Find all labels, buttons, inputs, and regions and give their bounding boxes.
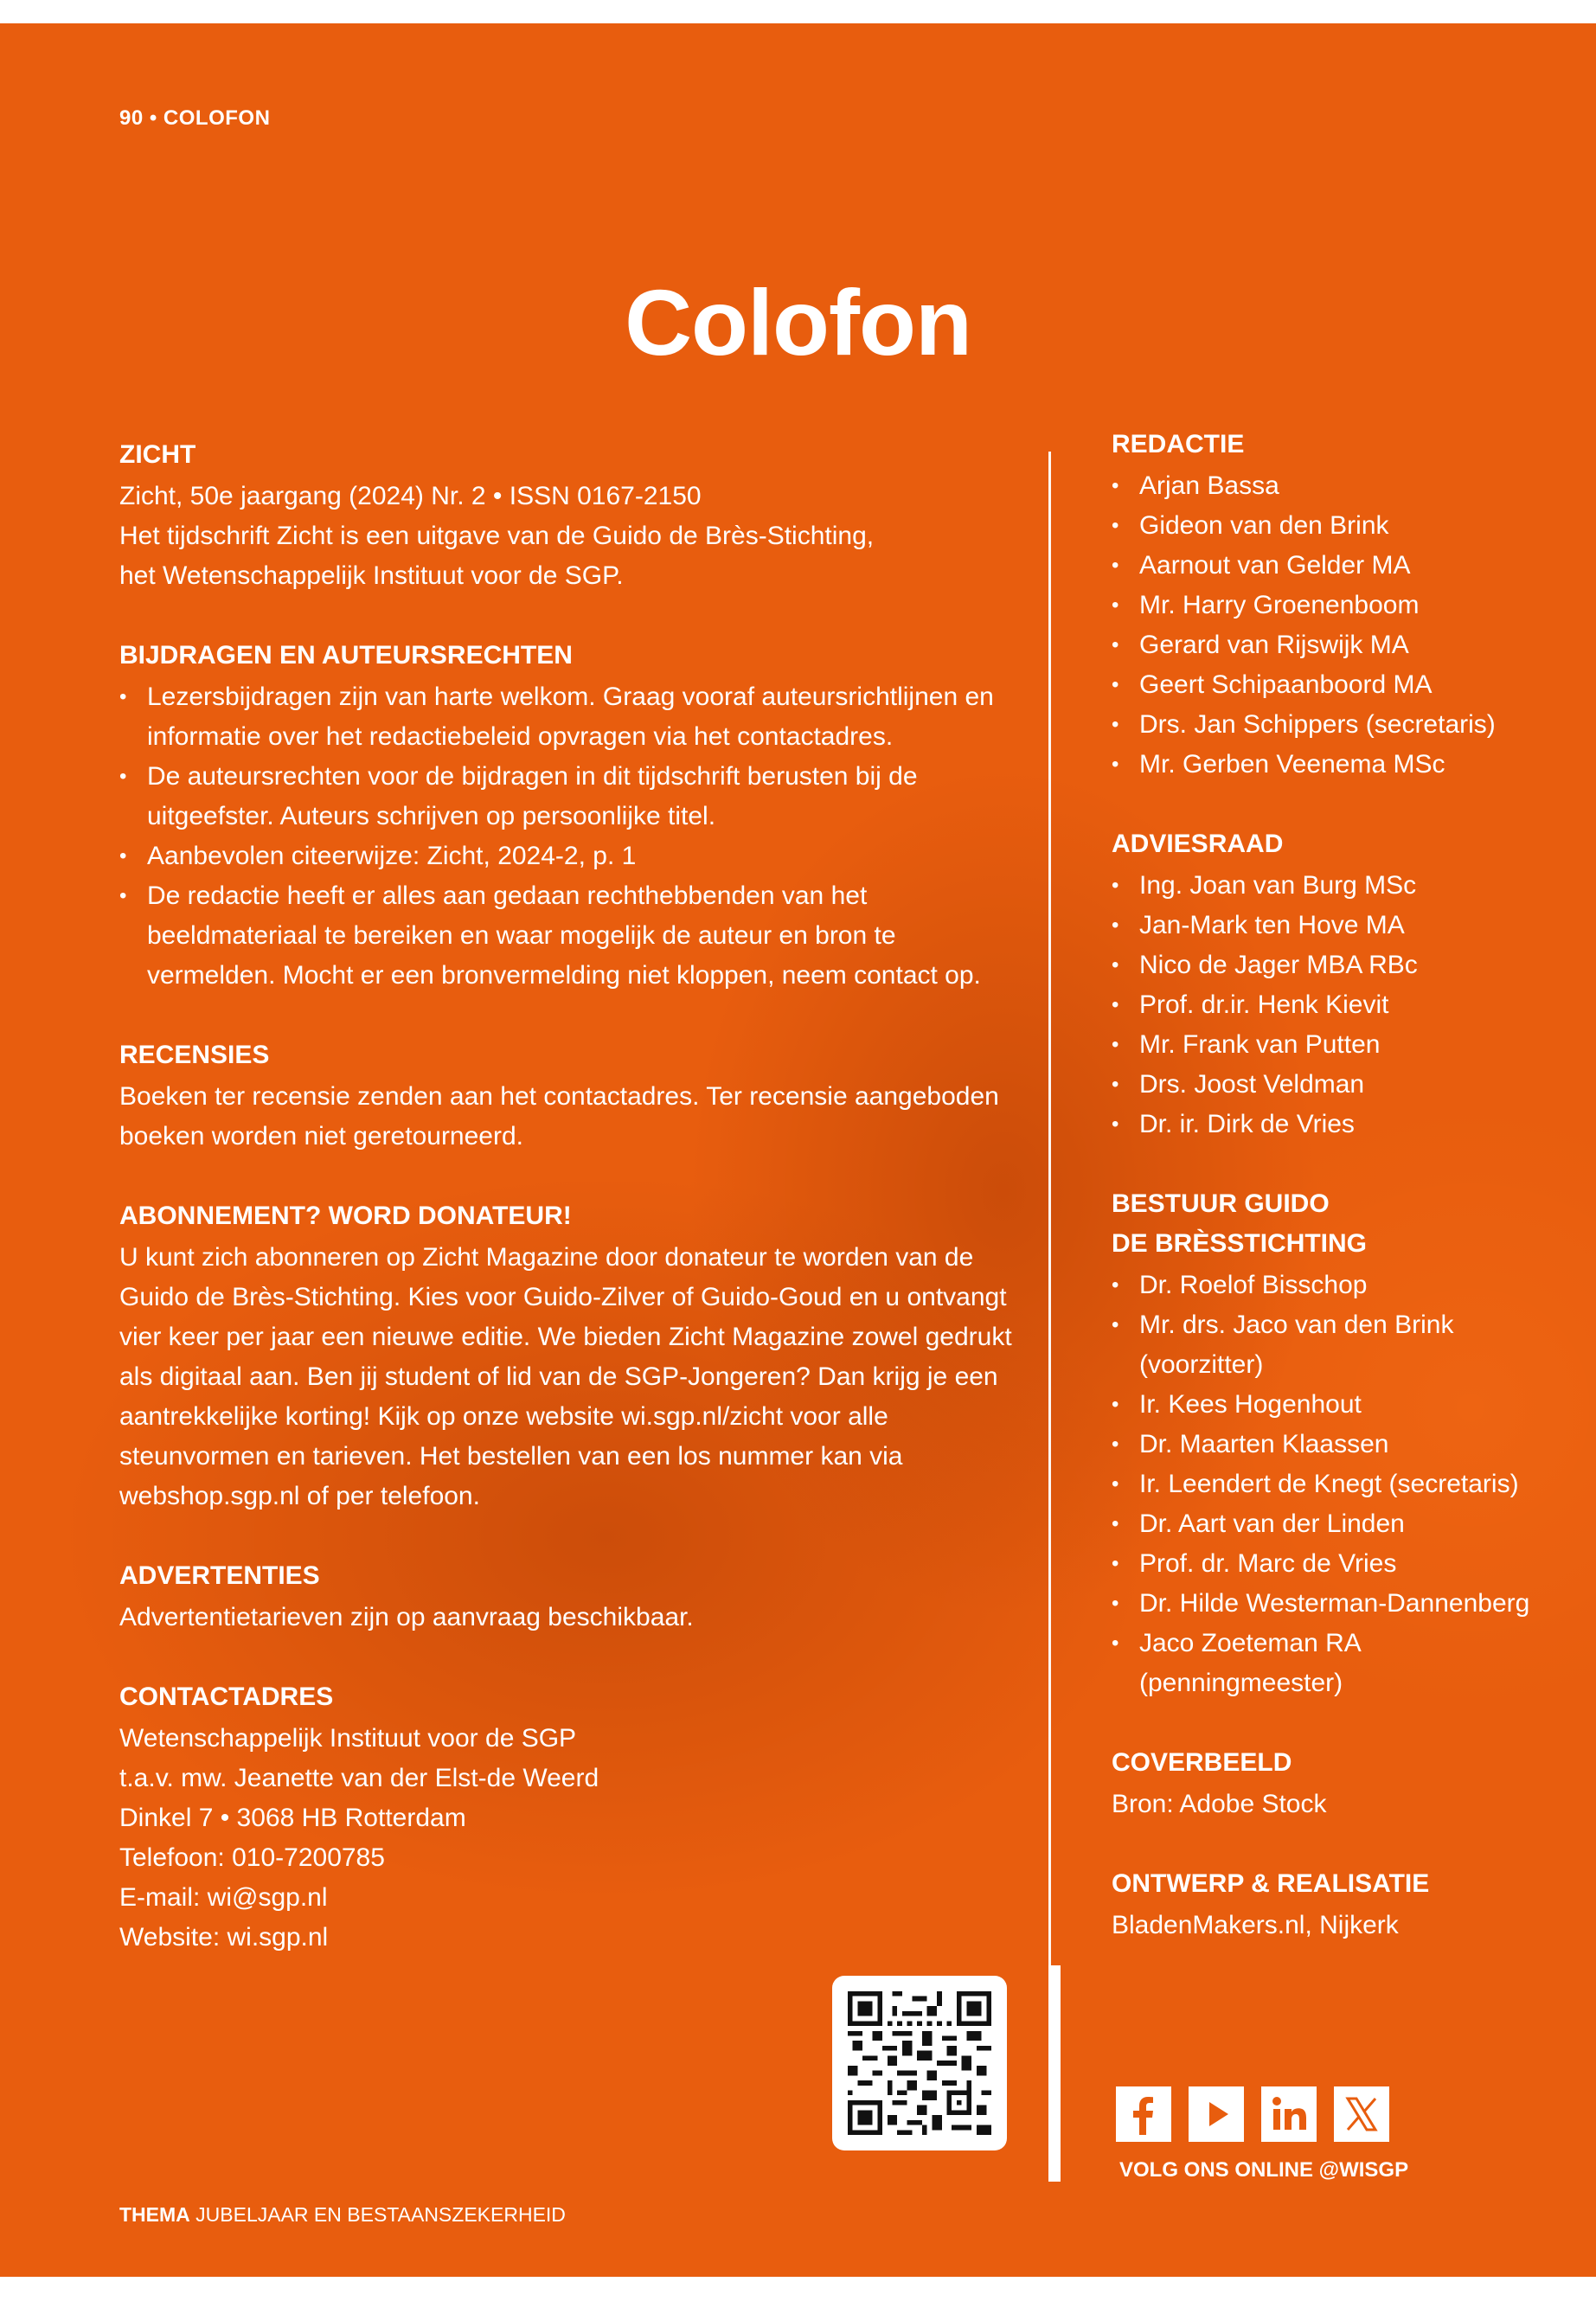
column-divider-accent: [1048, 1965, 1061, 2182]
qr-code[interactable]: [832, 1976, 1007, 2150]
footer-theme-label: THEMA: [119, 2203, 190, 2226]
ontwerp-text: BladenMakers.nl, Nijkerk: [1112, 1911, 1399, 1939]
contact-website[interactable]: Website: wi.sgp.nl: [119, 1923, 329, 1952]
advertenties-text: Advertentietarieven zijn op aanvraag beschikbaar.: [119, 1603, 694, 1631]
contact-phone: Telefoon: 010-7200785: [119, 1843, 385, 1872]
list-item: • Aarnout van Gelder MA: [1112, 546, 1561, 586]
list-item: • Mr. Frank van Putten: [1112, 1025, 1561, 1065]
list-item: • Dr. Hilde Westerman-Dannenberg: [1112, 1584, 1561, 1624]
bijdragen-list: [119, 677, 1019, 996]
section-contact: [119, 1677, 1019, 1958]
zicht-line: het Wetenschappelijk Instituut voor de SGP.: [119, 561, 624, 590]
abonnement-text: U kunt zich abonneren op Zicht Magazine door donateur te worden van de Guido de Brès-Stichting. Kies voor Guido-Zilver of Guido-Goud en u ontvangt vier keer per jaar een nieuwe editie. We bieden Zicht Magazine zowel gedrukt als digitaal aan. Ben jij student of lid van de SGP-Jongeren? Dan krijg je een aantrekkelijke korting! Kijk op onze website wi.sgp.nl/zicht voor alle steunvormen en tarieven. Het bestellen van een los nummer kan via webshop.sgp.nl of per telefoon.: [119, 1243, 1012, 1510]
section-adviesraad: [1112, 824, 1561, 1144]
section-heading: ABONNEMENT? WORD DONATEUR!: [119, 1202, 572, 1230]
section-heading: RECENSIES: [119, 1041, 270, 1069]
zicht-line: Zicht, 50e jaargang (2024) Nr. 2 • ISSN 0167-2150: [119, 482, 702, 510]
section-heading: ZICHT: [119, 440, 196, 469]
list-item: • Jaco Zoeteman RA (penningmeester): [1112, 1624, 1561, 1703]
section-redactie: [1112, 425, 1561, 785]
x-icon-glyph: [1341, 2093, 1382, 2135]
list-item: • Jan-Mark ten Hove MA: [1112, 906, 1561, 945]
list-item: • Ing. Joan van Burg MSc: [1112, 866, 1561, 906]
list-item: • Dr. Aart van der Linden: [1112, 1504, 1561, 1544]
qr-code-icon: [848, 1991, 991, 2135]
x-icon[interactable]: [1334, 2086, 1389, 2142]
social-links: [1116, 2086, 1389, 2142]
section-recensies: [119, 1035, 1019, 1157]
list-item: • Prof. dr.ir. Henk Kievit: [1112, 985, 1561, 1025]
list-item: • Aanbevolen citeerwijze: Zicht, 2024-2, p. 1: [119, 836, 1019, 876]
zicht-line: Het tijdschrift Zicht is een uitgave van de Guido de Brès-Stichting,: [119, 522, 875, 550]
contact-line: t.a.v. mw. Jeanette van der Elst-de Weerd: [119, 1764, 599, 1792]
running-head: 90 • COLOFON: [119, 106, 271, 130]
list-item: • Drs. Jan Schippers (secretaris): [1112, 705, 1561, 745]
section-bijdragen: [119, 636, 1019, 996]
section-heading: CONTACTADRES: [119, 1682, 334, 1711]
list-item: • Drs. Joost Veldman: [1112, 1065, 1561, 1105]
page-title: Colofon: [625, 270, 971, 375]
section-heading: ADVIESRAAD: [1112, 830, 1284, 858]
list-item: • Dr. Maarten Klaassen: [1112, 1425, 1561, 1465]
list-item: • Mr. Gerben Veenema MSc: [1112, 745, 1561, 785]
list-item: • Ir. Kees Hogenhout: [1112, 1385, 1561, 1425]
section-heading: ADVERTENTIES: [119, 1561, 320, 1590]
contact-line: Dinkel 7 • 3068 HB Rotterdam: [119, 1804, 466, 1832]
page: [0, 23, 1596, 2277]
youtube-icon[interactable]: [1189, 2086, 1244, 2142]
list-item: • Prof. dr. Marc de Vries: [1112, 1544, 1561, 1584]
bestuur-list: [1112, 1266, 1561, 1703]
list-item: • Lezersbijdragen zijn van harte welkom. Graag vooraf auteursrichtlijnen en informatie over het redactiebeleid opvragen via het contactadres.: [119, 677, 1019, 757]
left-column: [119, 435, 1019, 1997]
section-heading: COVERBEELD: [1112, 1748, 1292, 1777]
heading-line: DE BRÈSSTICHTING: [1112, 1229, 1368, 1258]
contact-email[interactable]: E-mail: wi@sgp.nl: [119, 1883, 328, 1912]
section-heading: [1112, 1224, 1561, 1264]
list-item: • Gerard van Rijswijk MA: [1112, 625, 1561, 665]
section-bestuur: [1112, 1184, 1561, 1703]
list-item: • Arjan Bassa: [1112, 466, 1561, 506]
column-divider: [1048, 452, 1051, 1965]
section-heading: BIJDRAGEN EN AUTEURSRECHTEN: [119, 641, 573, 670]
linkedin-icon[interactable]: [1261, 2086, 1317, 2142]
section-heading: REDACTIE: [1112, 430, 1245, 458]
section-coverbeeld: [1112, 1743, 1561, 1824]
adviesraad-list: [1112, 866, 1561, 1144]
contact-line: Wetenschappelijk Instituut voor de SGP: [119, 1724, 577, 1753]
recensies-text: Boeken ter recensie zenden aan het contactadres. Ter recensie aangeboden boeken worden niet geretourneerd.: [119, 1082, 999, 1150]
list-item: • Dr. Roelof Bisschop: [1112, 1266, 1561, 1305]
list-item: • Gideon van den Brink: [1112, 506, 1561, 546]
section-abonnement: [119, 1196, 1019, 1516]
footer-theme-text: JUBELJAAR EN BESTAANSZEKERHEID: [189, 2203, 566, 2226]
facebook-icon[interactable]: [1116, 2086, 1171, 2142]
follow-label: VOLG ONS ONLINE @WISGP: [1119, 2158, 1409, 2182]
list-item: • De auteursrechten voor de bijdragen in dit tijdschrift berusten bij de uitgeefster. Auteurs schrijven op persoonlijke titel.: [119, 757, 1019, 836]
list-item: • Mr. drs. Jaco van den Brink (voorzitter): [1112, 1305, 1561, 1385]
section-heading: [1112, 1184, 1561, 1224]
list-item: • Ir. Leendert de Knegt (secretaris): [1112, 1465, 1561, 1504]
list-item: • Mr. Harry Groenenboom: [1112, 586, 1561, 625]
linkedin-icon-glyph: [1268, 2093, 1310, 2135]
heading-line: BESTUUR GUIDO: [1112, 1189, 1330, 1218]
list-item: • De redactie heeft er alles aan gedaan rechthebbenden van het beeldmateriaal te bereiken en waar mogelijk de auteur en bron te vermelden. Mocht er een bronvermelding niet kloppen, neem contact op.: [119, 876, 1019, 996]
coverbeeld-text: Bron: Adobe Stock: [1112, 1790, 1327, 1818]
facebook-icon-glyph: [1123, 2093, 1164, 2135]
footer-theme: [119, 2203, 566, 2227]
right-column: [1112, 425, 1561, 1985]
youtube-icon-glyph: [1195, 2093, 1237, 2135]
list-item: • Nico de Jager MBA RBc: [1112, 945, 1561, 985]
list-item: • Geert Schipaanboord MA: [1112, 665, 1561, 705]
section-zicht: [119, 435, 1019, 596]
redactie-list: [1112, 466, 1561, 785]
list-item: • Dr. ir. Dirk de Vries: [1112, 1105, 1561, 1144]
section-heading: ONTWERP & REALISATIE: [1112, 1869, 1430, 1898]
section-advertenties: [119, 1556, 1019, 1638]
section-ontwerp: [1112, 1864, 1561, 1945]
